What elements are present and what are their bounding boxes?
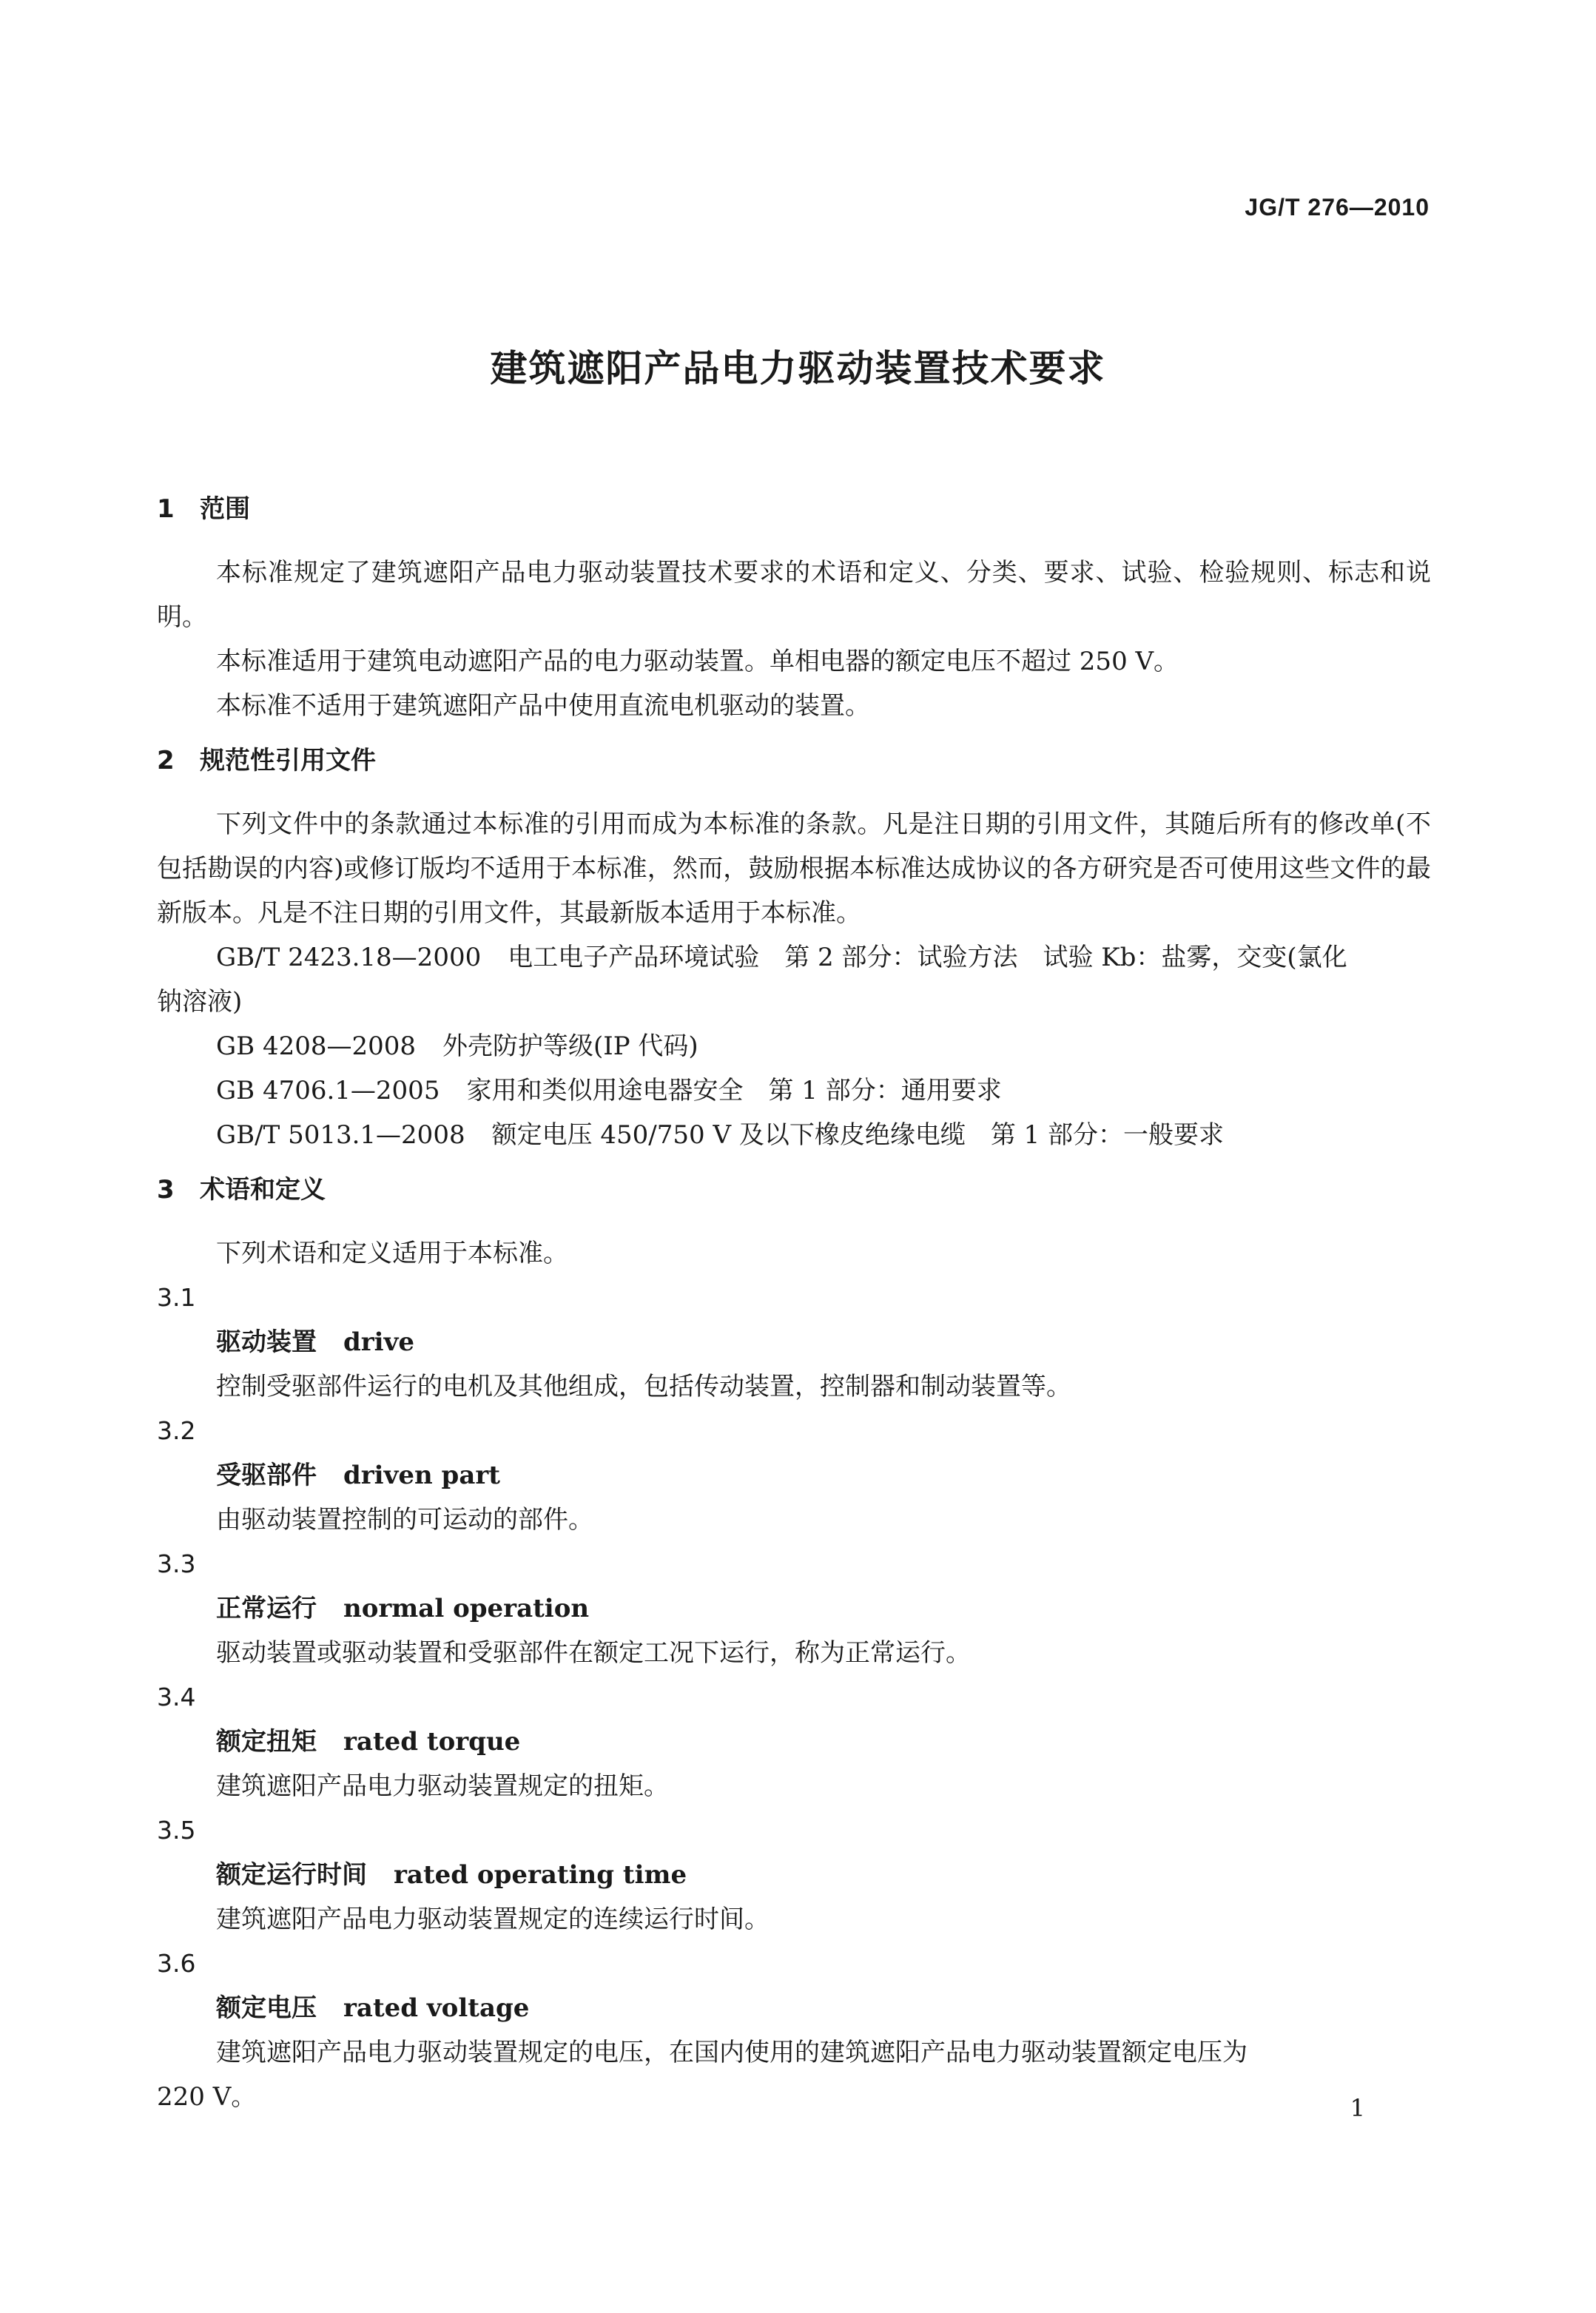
document-body bbox=[157, 487, 1431, 2119]
reference-code: GB 4208—2008 bbox=[216, 1031, 417, 1061]
page-number: 1 bbox=[1350, 2094, 1365, 2122]
reference-item bbox=[157, 1068, 1431, 1113]
term-zh: 受驱部件 bbox=[216, 1461, 317, 1490]
term-zh: 驱动装置 bbox=[216, 1327, 317, 1357]
term-en: rated voltage bbox=[343, 1993, 530, 2023]
reference-code: GB 4706.1—2005 bbox=[216, 1076, 440, 1105]
term-definition: 建筑遮阳产品电力驱动装置规定的扭矩。 bbox=[216, 1771, 669, 1801]
section-heading-scope bbox=[157, 487, 1431, 531]
reference-title-continued: 钠溶液) bbox=[157, 987, 243, 1017]
term-zh: 额定电压 bbox=[216, 1993, 317, 2023]
section-number: 1 bbox=[157, 494, 175, 524]
section-heading-normative-references bbox=[157, 738, 1431, 783]
term-en: normal operation bbox=[343, 1594, 590, 1623]
term-number: 3.1 bbox=[157, 1283, 196, 1312]
reference-item bbox=[157, 935, 1431, 1024]
term-definition: 控制受驱部件运行的电机及其他组成，包括传动装置，控制器和制动装置等。 bbox=[216, 1372, 1071, 1401]
section-number: 2 bbox=[157, 746, 175, 775]
term-heading bbox=[157, 1586, 1431, 1631]
reference-item bbox=[157, 1113, 1431, 1157]
section-title: 范围 bbox=[200, 494, 250, 524]
term-definition bbox=[157, 2030, 1431, 2119]
term-definition: 驱动装置或驱动装置和受驱部件在额定工况下运行，称为正常运行。 bbox=[216, 1638, 971, 1668]
term-en: rated torque bbox=[343, 1727, 521, 1757]
term-en: rated operating time bbox=[394, 1860, 687, 1890]
term-definition-text: 建筑遮阳产品电力驱动装置规定的电压，在国内使用的建筑遮阳产品电力驱动装置额定电压为 bbox=[216, 2038, 1247, 2067]
term-heading bbox=[157, 1853, 1431, 1897]
term-heading bbox=[157, 1986, 1431, 2030]
reference-code: GB/T 5013.1—2008 bbox=[216, 1120, 465, 1150]
term-definition-continued: 220 V。 bbox=[157, 2082, 257, 2112]
term-definition: 建筑遮阳产品电力驱动装置规定的连续运行时间。 bbox=[216, 1905, 770, 1934]
term-number: 3.6 bbox=[157, 1949, 196, 1978]
term-number: 3.3 bbox=[157, 1549, 196, 1578]
reference-title: 外壳防护等级(IP 代码) bbox=[442, 1031, 698, 1061]
term-definition: 由驱动装置控制的可运动的部件。 bbox=[216, 1505, 593, 1535]
reference-code: GB/T 2423.18—2000 bbox=[216, 943, 482, 972]
paragraph: 下列文件中的条款通过本标准的引用而成为本标准的条款。凡是注日期的引用文件，其随后所有的修改单(不包括勘误的内容)或修订版均不适用于本标准，然而，鼓励根据本标准达成协议的各方研究是否可使用这些文件的最新版本。凡是不注日期的引用文件，其最新版本适用于本标准。 bbox=[157, 809, 1431, 928]
term-zh: 额定扭矩 bbox=[216, 1727, 317, 1757]
term-number: 3.4 bbox=[157, 1683, 196, 1711]
section-title: 术语和定义 bbox=[200, 1175, 326, 1205]
section-title: 规范性引用文件 bbox=[200, 746, 376, 775]
standard-code: JG/T 276—2010 bbox=[1245, 194, 1430, 220]
term-en: drive bbox=[343, 1327, 414, 1357]
section-number: 3 bbox=[157, 1175, 175, 1205]
term-heading bbox=[157, 1453, 1431, 1498]
reference-title: 额定电压 450/750 V 及以下橡皮绝缘电缆 第 1 部分：一般要求 bbox=[491, 1120, 1225, 1150]
paragraph: 本标准规定了建筑遮阳产品电力驱动装置技术要求的术语和定义、分类、要求、试验、检验规则、标志和说明。 bbox=[157, 558, 1431, 632]
term-zh: 额定运行时间 bbox=[216, 1860, 367, 1890]
paragraph: 本标准适用于建筑电动遮阳产品的电力驱动装置。单相电器的额定电压不超过 250 V。 bbox=[216, 647, 1179, 676]
section-heading-terms-definitions bbox=[157, 1168, 1431, 1212]
term-en: driven part bbox=[343, 1461, 500, 1490]
reference-title: 电工电子产品环境试验 第 2 部分：试验方法 试验 Kb：盐雾，交变(氯化 bbox=[508, 943, 1347, 972]
reference-title: 家用和类似用途电器安全 第 1 部分：通用要求 bbox=[466, 1076, 1002, 1105]
paragraph: 本标准不适用于建筑遮阳产品中使用直流电机驱动的装置。 bbox=[216, 691, 870, 721]
document-title: 建筑遮阳产品电力驱动装置技术要求 bbox=[490, 347, 1106, 390]
paragraph: 下列术语和定义适用于本标准。 bbox=[216, 1239, 568, 1268]
term-zh: 正常运行 bbox=[216, 1594, 317, 1623]
term-heading bbox=[157, 1320, 1431, 1364]
term-number: 3.2 bbox=[157, 1416, 196, 1445]
term-number: 3.5 bbox=[157, 1816, 196, 1845]
reference-item bbox=[157, 1024, 1431, 1068]
term-heading bbox=[157, 1720, 1431, 1764]
